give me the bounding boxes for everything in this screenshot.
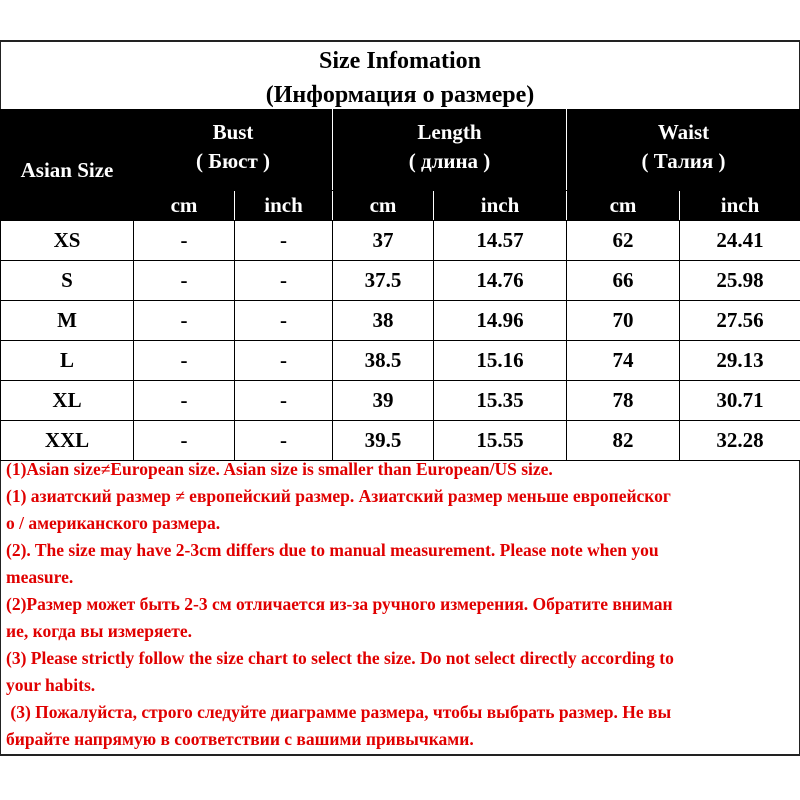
note-line: (1) азиатский размер ≠ европейский размер. Азиатский размер меньше европейског bbox=[6, 486, 671, 506]
bust-cm-cell: - bbox=[134, 221, 235, 261]
length-cm-cell: 39 bbox=[333, 381, 434, 421]
waist-inch-cell: 27.56 bbox=[680, 301, 800, 341]
length-inch-cell: 15.55 bbox=[434, 421, 567, 461]
unit-header: inch bbox=[434, 191, 567, 221]
bust-cm-cell: - bbox=[134, 301, 235, 341]
group-name-ru: ( Талия ) bbox=[641, 149, 726, 173]
note-line: (2)Размер может быть 2-3 см отличается из-за ручного измерения. Обратите вниман bbox=[6, 594, 673, 614]
bust-inch-cell: - bbox=[235, 341, 333, 381]
group-header-waist bbox=[567, 110, 800, 191]
waist-inch-cell: 25.98 bbox=[680, 261, 800, 301]
unit-header: cm bbox=[567, 191, 680, 221]
note-line: ие, когда вы измеряете. bbox=[6, 621, 193, 641]
note-line: (3) Please strictly follow the size chart to select the size. Do not select directly according to bbox=[6, 648, 674, 668]
table-row bbox=[1, 301, 800, 341]
bust-inch-cell: - bbox=[235, 421, 333, 461]
note-line: (2). The size may have 2-3cm differs due to manual measurement. Please note when you bbox=[6, 540, 659, 560]
bust-inch-cell: - bbox=[235, 381, 333, 421]
note-line: (1)Asian size≠European size. Asian size is smaller than European/US size. bbox=[6, 459, 553, 479]
table-row bbox=[1, 381, 800, 421]
size-cell: XL bbox=[1, 381, 134, 421]
size-cell: XXL bbox=[1, 421, 134, 461]
bust-cm-cell: - bbox=[134, 261, 235, 301]
table-row bbox=[1, 261, 800, 301]
group-name-ru: ( Бюст ) bbox=[195, 149, 271, 173]
group-name-ru: ( длина ) bbox=[408, 149, 491, 173]
page-subtitle: (Информация о размере) bbox=[265, 82, 535, 108]
length-inch-cell: 14.96 bbox=[434, 301, 567, 341]
table-row bbox=[1, 341, 800, 381]
bust-inch-cell: - bbox=[235, 221, 333, 261]
length-cm-cell: 39.5 bbox=[333, 421, 434, 461]
length-inch-cell: 15.16 bbox=[434, 341, 567, 381]
table-row bbox=[1, 421, 800, 461]
bust-cm-cell: - bbox=[134, 381, 235, 421]
waist-cm-cell: 66 bbox=[567, 261, 680, 301]
size-table bbox=[0, 109, 800, 461]
length-inch-cell: 15.35 bbox=[434, 381, 567, 421]
bust-inch-cell: - bbox=[235, 301, 333, 341]
waist-cm-cell: 74 bbox=[567, 341, 680, 381]
group-header-bust bbox=[134, 110, 333, 191]
size-cell: XS bbox=[1, 221, 134, 261]
length-cm-cell: 37.5 bbox=[333, 261, 434, 301]
waist-cm-cell: 62 bbox=[567, 221, 680, 261]
unit-header: inch bbox=[235, 191, 333, 221]
note-line: о / американского размера. bbox=[6, 513, 221, 533]
waist-inch-cell: 24.41 bbox=[680, 221, 800, 261]
group-name: Length bbox=[417, 120, 482, 144]
note-line: (3) Пожалуйста, строго следуйте диаграмме размера, чтобы выбрать размер. Не вы bbox=[6, 702, 672, 722]
page-title: Size Infomation bbox=[319, 48, 481, 74]
size-cell: M bbox=[1, 301, 134, 341]
length-cm-cell: 38.5 bbox=[333, 341, 434, 381]
corner-header: Asian Size bbox=[1, 110, 134, 221]
note-line: бирайте напрямую в соответствии с вашими привычками. bbox=[6, 729, 474, 749]
unit-header: inch bbox=[680, 191, 800, 221]
bust-inch-cell: - bbox=[235, 261, 333, 301]
bust-cm-cell: - bbox=[134, 421, 235, 461]
waist-cm-cell: 82 bbox=[567, 421, 680, 461]
length-inch-cell: 14.76 bbox=[434, 261, 567, 301]
size-cell: L bbox=[1, 341, 134, 381]
size-cell: S bbox=[1, 261, 134, 301]
unit-header: cm bbox=[134, 191, 235, 221]
waist-inch-cell: 29.13 bbox=[680, 341, 800, 381]
waist-cm-cell: 70 bbox=[567, 301, 680, 341]
note-line: your habits. bbox=[6, 675, 96, 695]
table-row bbox=[1, 221, 800, 261]
length-inch-cell: 14.57 bbox=[434, 221, 567, 261]
length-cm-cell: 37 bbox=[333, 221, 434, 261]
size-notes bbox=[6, 456, 796, 753]
bust-cm-cell: - bbox=[134, 341, 235, 381]
waist-cm-cell: 78 bbox=[567, 381, 680, 421]
waist-inch-cell: 32.28 bbox=[680, 421, 800, 461]
group-name: Bust bbox=[212, 120, 254, 144]
length-cm-cell: 38 bbox=[333, 301, 434, 341]
unit-header: cm bbox=[333, 191, 434, 221]
group-header-length bbox=[333, 110, 567, 191]
note-line: measure. bbox=[6, 567, 74, 587]
waist-inch-cell: 30.71 bbox=[680, 381, 800, 421]
group-name: Waist bbox=[657, 120, 710, 144]
